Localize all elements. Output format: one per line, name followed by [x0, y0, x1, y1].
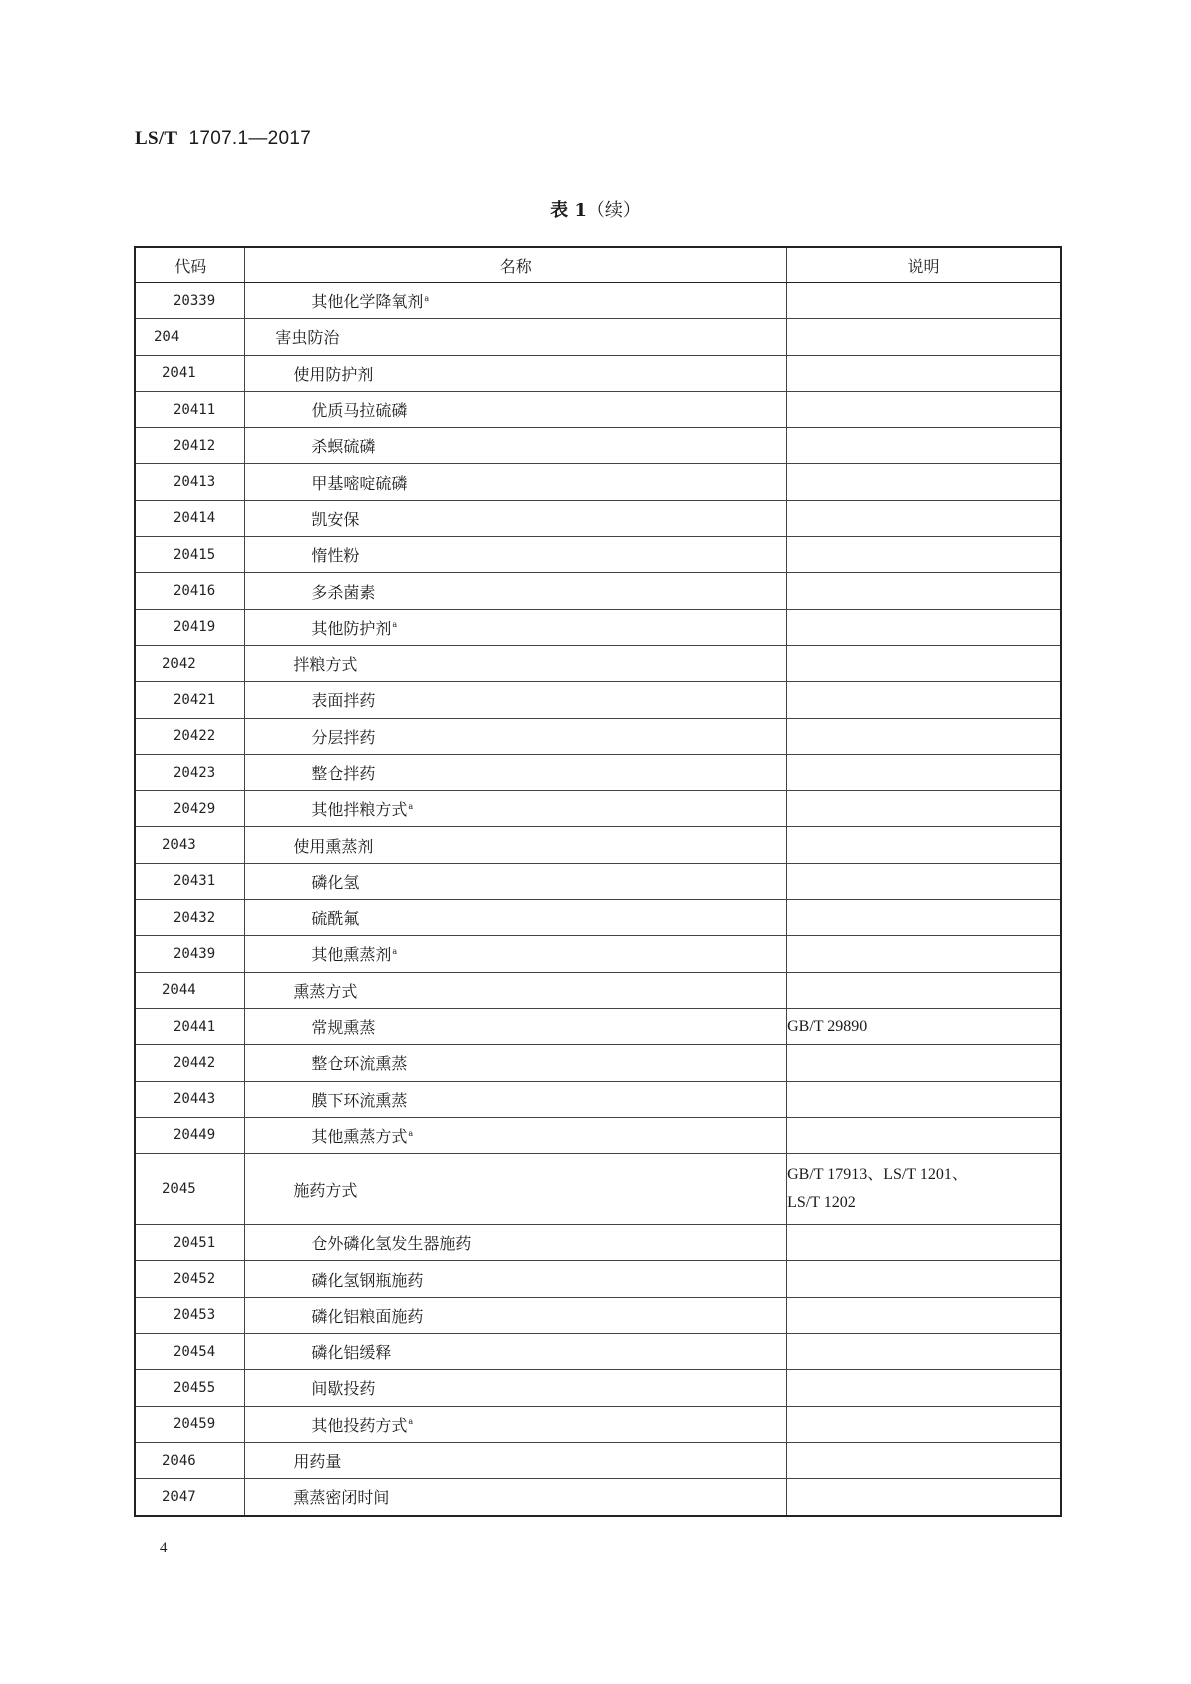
- table-row: [135, 645, 1061, 681]
- row-desc: [787, 863, 1061, 899]
- row-name: [245, 1045, 787, 1081]
- row-name: [245, 283, 787, 319]
- row-name: [245, 718, 787, 754]
- row-code: 20423: [135, 754, 245, 790]
- footnote-marker: a: [408, 801, 414, 811]
- row-name: [245, 1081, 787, 1117]
- row-desc-text: GB/T 29890: [787, 1017, 868, 1035]
- row-name-text: 优质马拉硫磷: [311, 401, 408, 421]
- row-code: 2045: [135, 1154, 245, 1225]
- row-code: 2044: [135, 972, 245, 1008]
- table-title: [0, 196, 1191, 222]
- row-desc: [787, 355, 1061, 391]
- row-name-text: 使用防护剂: [293, 364, 374, 384]
- row-name: [245, 573, 787, 609]
- row-desc: [787, 936, 1061, 972]
- row-name: [245, 1406, 787, 1442]
- row-name: [245, 609, 787, 645]
- row-name: [245, 936, 787, 972]
- row-desc: [787, 645, 1061, 681]
- table-row: [135, 428, 1061, 464]
- row-desc-text: GB/T 17913、LS/T 1201、: [787, 1166, 968, 1184]
- table-row: [135, 1370, 1061, 1406]
- row-name-text: 磷化氢: [311, 872, 360, 892]
- row-desc: [787, 500, 1061, 536]
- row-name: [245, 972, 787, 1008]
- row-name-text: 整仓环流熏蒸: [311, 1054, 408, 1074]
- row-name: [245, 1479, 787, 1516]
- row-name-text: 用药量: [293, 1452, 342, 1472]
- row-desc: [787, 1081, 1061, 1117]
- row-code: 2043: [135, 827, 245, 863]
- row-name: [245, 900, 787, 936]
- row-desc: [787, 1479, 1061, 1516]
- row-name-text: 杀螟硫磷: [311, 437, 376, 457]
- footnote-marker: a: [408, 1128, 414, 1138]
- table-row: [135, 791, 1061, 827]
- row-desc: [787, 682, 1061, 718]
- row-name-text: 表面拌药: [311, 691, 376, 711]
- standard-code: LS/T: [135, 128, 178, 149]
- row-code: 20421: [135, 682, 245, 718]
- row-name: [245, 827, 787, 863]
- table-row: [135, 537, 1061, 573]
- row-desc: [787, 1297, 1061, 1333]
- column-header-desc: 说明: [787, 247, 1061, 283]
- table-row: [135, 863, 1061, 899]
- row-code: 20431: [135, 863, 245, 899]
- row-name-text: 磷化氢钢瓶施药: [311, 1270, 424, 1290]
- row-name: [245, 1442, 787, 1478]
- row-desc: [787, 573, 1061, 609]
- row-name-text: 甲基嘧啶硫磷: [311, 473, 408, 493]
- row-name: [245, 1261, 787, 1297]
- row-name: [245, 682, 787, 718]
- row-name-text: 整仓拌药: [311, 764, 376, 783]
- code-table: [134, 246, 1062, 1517]
- row-name-text: 熏蒸方式: [293, 981, 358, 1001]
- row-desc: [787, 1154, 1061, 1225]
- row-code: 20413: [135, 464, 245, 500]
- row-code: 20414: [135, 500, 245, 536]
- row-desc: [787, 718, 1061, 754]
- row-name-text: 常规熏蒸: [311, 1018, 376, 1038]
- row-code: 20419: [135, 609, 245, 645]
- table-title-suffix: （续）: [586, 200, 641, 221]
- row-name-text: 多杀菌素: [311, 582, 376, 602]
- row-name-text: 分层拌药: [311, 727, 376, 747]
- table-row: [135, 464, 1061, 500]
- table-row: [135, 573, 1061, 609]
- row-name-text: 其他化学降氧剂: [311, 292, 424, 312]
- table-row: [135, 682, 1061, 718]
- row-desc: [787, 1334, 1061, 1370]
- row-desc-text-line2: LS/T 1202: [787, 1194, 856, 1212]
- row-desc: [787, 900, 1061, 936]
- row-code: 20453: [135, 1297, 245, 1333]
- table-row: [135, 1081, 1061, 1117]
- row-desc: [787, 1225, 1061, 1261]
- table-row: [135, 1045, 1061, 1081]
- row-desc: [787, 609, 1061, 645]
- table-row: [135, 1154, 1061, 1225]
- row-name: [245, 1008, 787, 1044]
- row-name: [245, 1334, 787, 1370]
- row-desc: [787, 537, 1061, 573]
- row-code: 20443: [135, 1081, 245, 1117]
- row-code: 204: [135, 319, 245, 355]
- row-name-text: 其他熏蒸方式: [311, 1126, 408, 1146]
- row-desc: [787, 827, 1061, 863]
- table-row: [135, 1261, 1061, 1297]
- row-name-text: 磷化铝缓释: [311, 1343, 392, 1363]
- table-row: [135, 754, 1061, 790]
- row-code: 20449: [135, 1117, 245, 1153]
- row-code: 20451: [135, 1225, 245, 1261]
- row-code: 20422: [135, 718, 245, 754]
- row-desc: [787, 428, 1061, 464]
- table-row: [135, 1479, 1061, 1516]
- row-name: [245, 500, 787, 536]
- row-name-text: 施药方式: [293, 1180, 358, 1200]
- table-row: [135, 1297, 1061, 1333]
- table-row: [135, 972, 1061, 1008]
- column-header-code: 代码: [135, 247, 245, 283]
- row-name: [245, 1225, 787, 1261]
- row-code: 20442: [135, 1045, 245, 1081]
- row-name: [245, 1297, 787, 1333]
- row-name: [245, 391, 787, 427]
- row-name-text: 磷化铝粮面施药: [311, 1306, 424, 1326]
- row-name-text: 硫酰氟: [311, 909, 360, 929]
- row-name-text: 使用熏蒸剂: [293, 836, 374, 856]
- row-name-text: 害虫防治: [275, 328, 340, 348]
- table-row: [135, 500, 1061, 536]
- table-row: [135, 1442, 1061, 1478]
- table-row: [135, 1117, 1061, 1153]
- row-code: 20339: [135, 283, 245, 319]
- row-code: 20441: [135, 1008, 245, 1044]
- row-code: 20432: [135, 900, 245, 936]
- page-number: 4: [160, 1540, 168, 1556]
- row-name-text: 膜下环流熏蒸: [311, 1090, 408, 1110]
- row-name-text: 其他熏蒸剂: [311, 945, 392, 965]
- row-code: 20429: [135, 791, 245, 827]
- row-name: [245, 319, 787, 355]
- table-row: [135, 319, 1061, 355]
- row-code: 20455: [135, 1370, 245, 1406]
- row-name: [245, 428, 787, 464]
- row-code: 2042: [135, 645, 245, 681]
- row-desc: [787, 1008, 1061, 1044]
- row-desc: [787, 1117, 1061, 1153]
- footnote-marker: a: [424, 293, 430, 303]
- row-name-text: 仓外磷化氢发生器施药: [311, 1234, 472, 1254]
- row-name-text: 拌粮方式: [293, 655, 358, 675]
- row-name: [245, 1117, 787, 1153]
- table-row: [135, 1406, 1061, 1442]
- row-desc: [787, 283, 1061, 319]
- row-name: [245, 754, 787, 790]
- row-code: 20416: [135, 573, 245, 609]
- column-header-name: 名称: [245, 247, 787, 283]
- footnote-marker: a: [392, 947, 398, 957]
- row-code: 20439: [135, 936, 245, 972]
- table-row: [135, 1008, 1061, 1044]
- row-desc: [787, 464, 1061, 500]
- row-desc: [787, 1261, 1061, 1297]
- row-desc: [787, 391, 1061, 427]
- row-desc: [787, 791, 1061, 827]
- row-desc: [787, 1442, 1061, 1478]
- row-desc: [787, 1406, 1061, 1442]
- table-title-label: 表 1: [550, 200, 587, 221]
- table-row: [135, 718, 1061, 754]
- row-name-text: 其他防护剂: [311, 618, 392, 638]
- row-desc: [787, 1370, 1061, 1406]
- row-code: 20454: [135, 1334, 245, 1370]
- row-code: 20459: [135, 1406, 245, 1442]
- row-name: [245, 863, 787, 899]
- standard-number: 1707.1—2017: [188, 128, 312, 149]
- row-name-text: 其他拌粮方式: [311, 800, 408, 820]
- table-row: [135, 936, 1061, 972]
- standard-header: [135, 128, 311, 150]
- table-row: [135, 609, 1061, 645]
- row-name: [245, 791, 787, 827]
- row-name-text: 凯安保: [311, 509, 360, 529]
- row-code: 2046: [135, 1442, 245, 1478]
- table-row: [135, 355, 1061, 391]
- row-name: [245, 464, 787, 500]
- table-row: [135, 827, 1061, 863]
- row-code: 20452: [135, 1261, 245, 1297]
- row-code: 20412: [135, 428, 245, 464]
- table-row: [135, 1225, 1061, 1261]
- row-name: [245, 355, 787, 391]
- row-name-text: 其他投药方式: [311, 1415, 408, 1435]
- table-row: [135, 1334, 1061, 1370]
- footnote-marker: a: [392, 620, 398, 630]
- table-header-row: [135, 247, 1061, 283]
- row-name: [245, 645, 787, 681]
- table-row: [135, 900, 1061, 936]
- row-name-text: 惰性粉: [311, 546, 360, 566]
- row-desc: [787, 972, 1061, 1008]
- row-code: 2041: [135, 355, 245, 391]
- row-code: 20411: [135, 391, 245, 427]
- row-desc: [787, 319, 1061, 355]
- row-desc: [787, 1045, 1061, 1081]
- table-row: [135, 283, 1061, 319]
- row-name-text: 间歇投药: [311, 1379, 376, 1399]
- row-name: [245, 537, 787, 573]
- row-code: 20415: [135, 537, 245, 573]
- table-row: [135, 391, 1061, 427]
- row-name: [245, 1154, 787, 1225]
- footnote-marker: a: [408, 1417, 414, 1427]
- row-code: 2047: [135, 1479, 245, 1516]
- row-name: [245, 1370, 787, 1406]
- row-desc: [787, 754, 1061, 790]
- row-name-text: 熏蒸密闭时间: [293, 1488, 390, 1508]
